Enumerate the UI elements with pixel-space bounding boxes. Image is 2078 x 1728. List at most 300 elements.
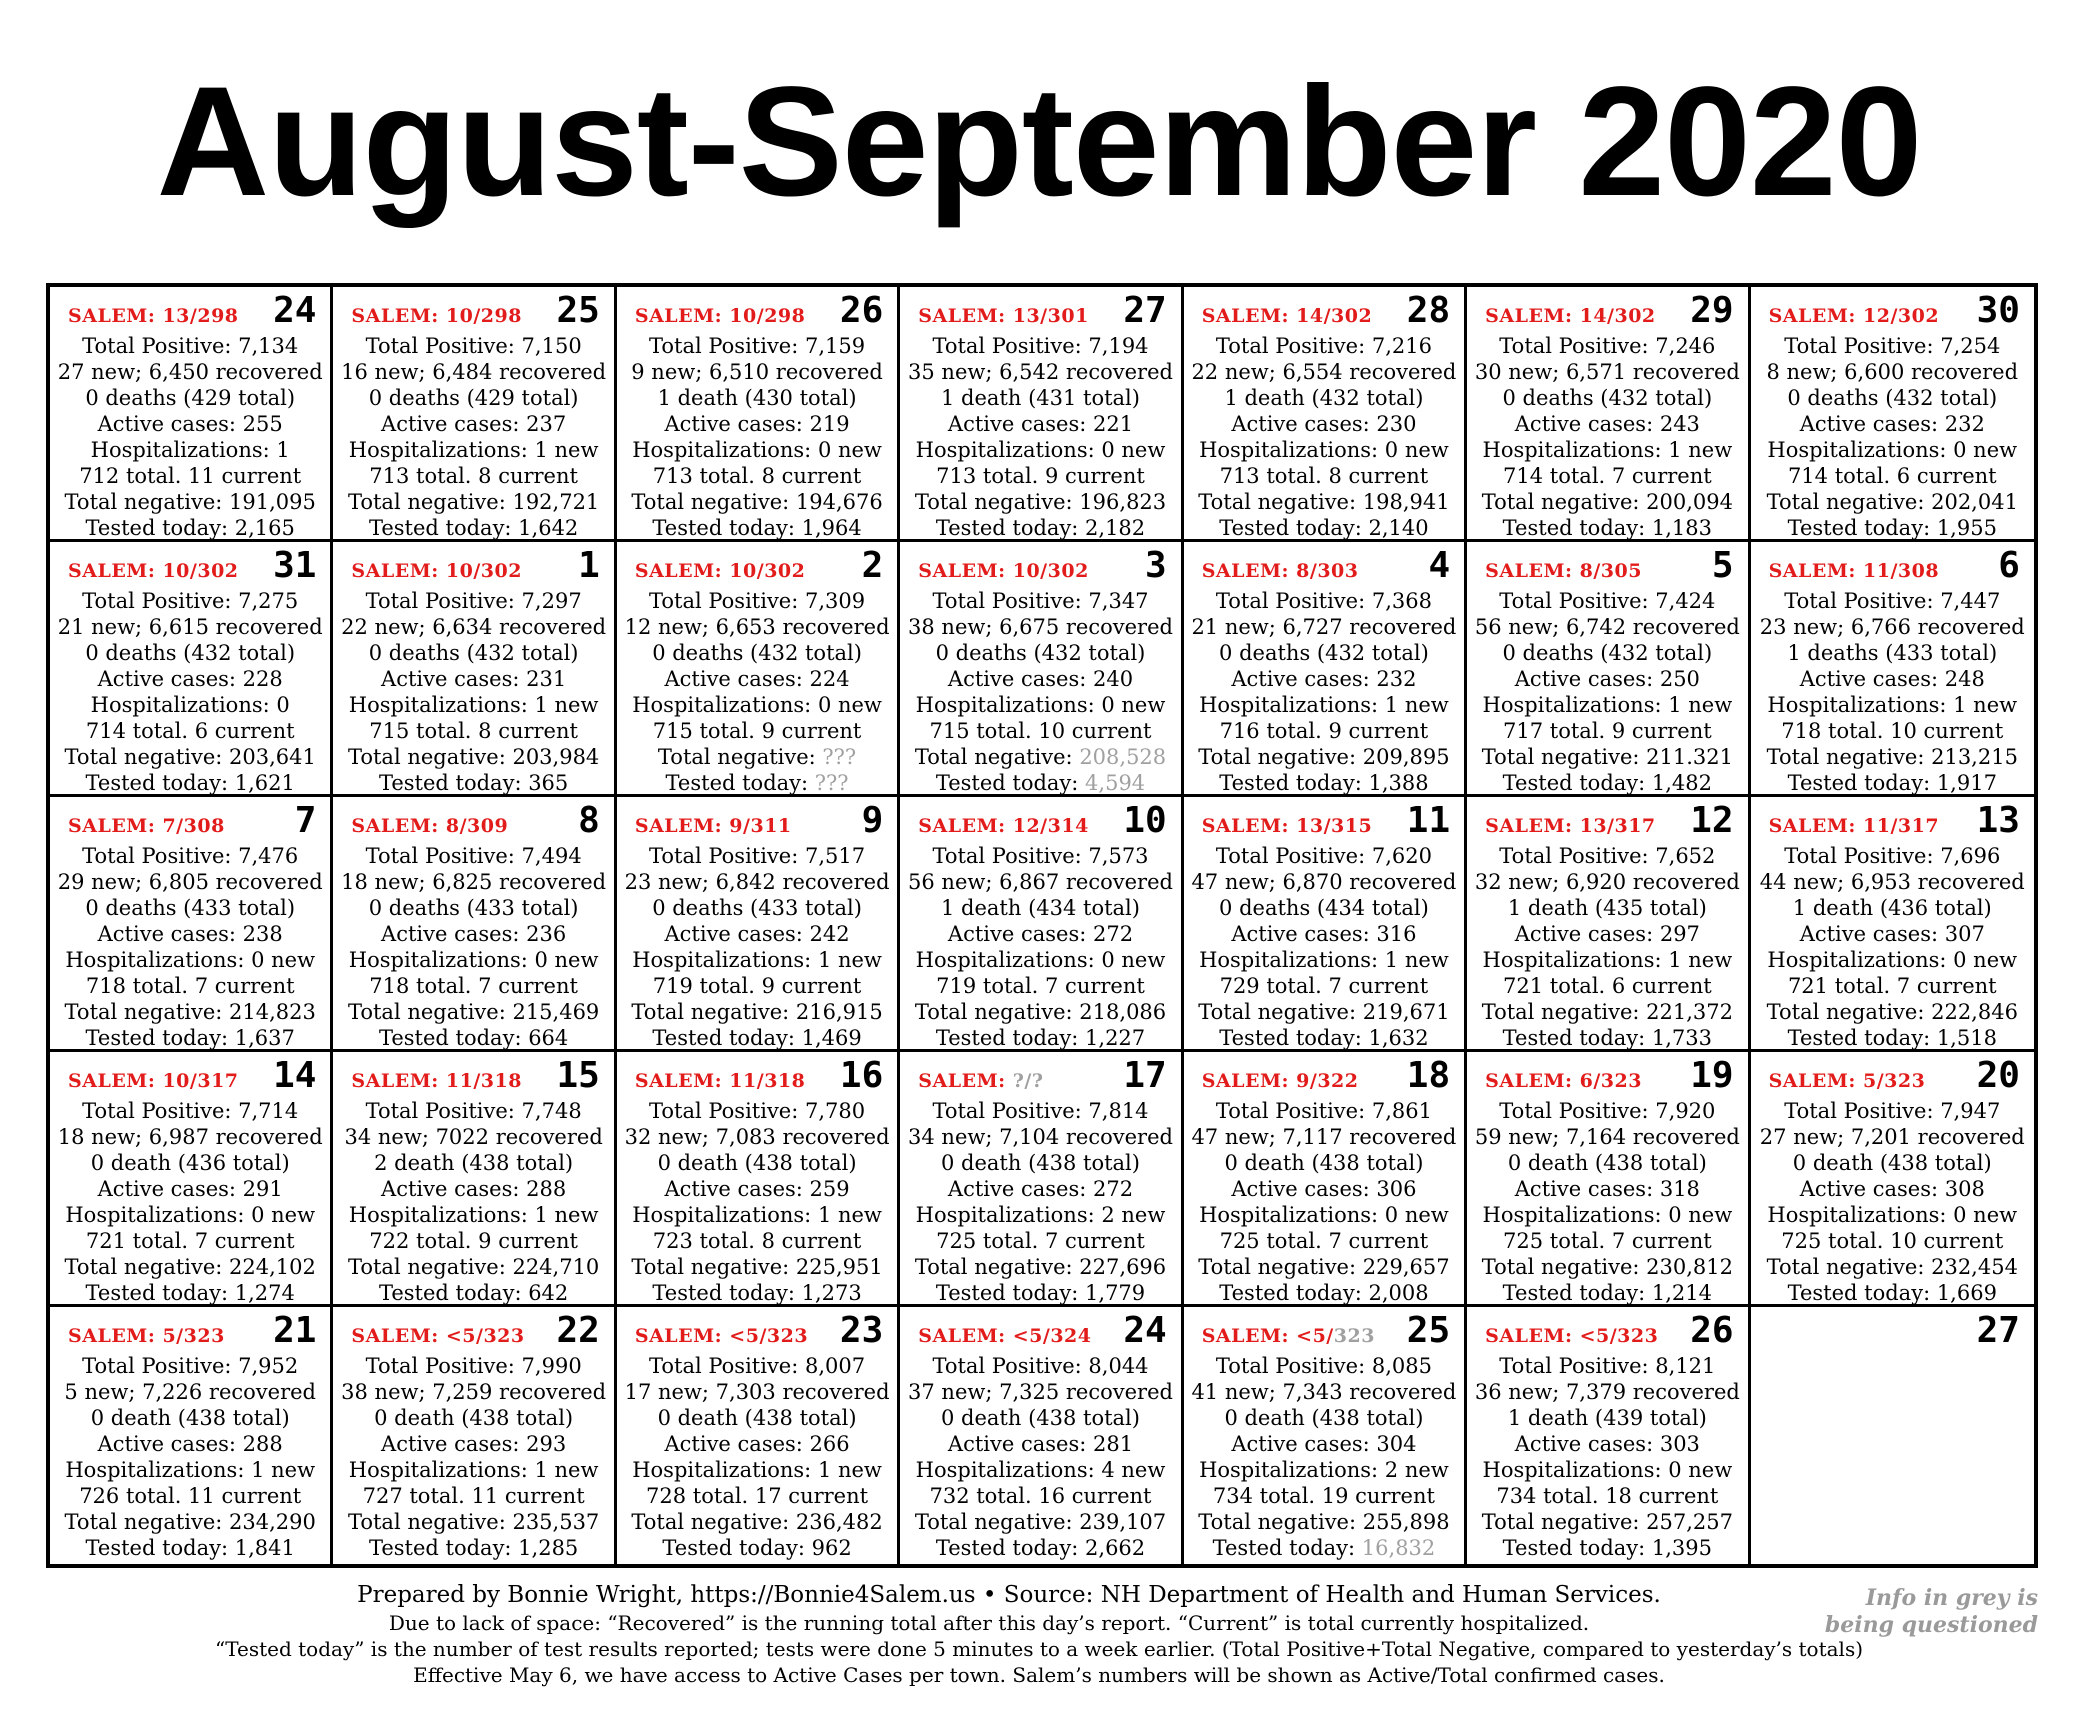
stat-line: 732 total. 16 current xyxy=(929,1484,1152,1508)
stat-line: 717 total. 9 current xyxy=(1503,719,1712,743)
questioned-value: 323 xyxy=(1333,1325,1375,1347)
day-cell xyxy=(1184,287,1467,542)
stat-line: 16 new; 6,484 recovered xyxy=(341,360,607,384)
stat-line: Total negative: 192,721 xyxy=(347,490,600,514)
stat-line: Tested today: 1,669 xyxy=(1787,1281,1997,1305)
stat-line: 5 new; 7,226 recovered xyxy=(64,1380,316,1404)
stat-line: 23 new; 6,766 recovered xyxy=(1759,615,2025,639)
page-title: August-September 2020 xyxy=(156,55,1922,229)
day-number: 28 xyxy=(1406,290,1451,331)
day-number: 22 xyxy=(556,1310,600,1351)
stat-line: 718 total. 7 current xyxy=(85,974,295,998)
day-stats xyxy=(1467,1353,1747,1561)
stat-line: Total negative: 229,657 xyxy=(1198,1255,1450,1279)
salem-count: SALEM: 10/302 xyxy=(351,560,522,582)
day-cell-header xyxy=(617,287,897,333)
salem-count: SALEM: 13/315 xyxy=(1201,815,1373,837)
day-stats xyxy=(900,333,1180,541)
stat-line: Total negative: 230,812 xyxy=(1481,1255,1734,1279)
stat-line: Tested today: 2,165 xyxy=(85,516,295,540)
salem-count: SALEM: 11/308 xyxy=(1768,560,1940,582)
stat-line: 27 new; 7,201 recovered xyxy=(1759,1125,2025,1149)
stat-line: Total negative: 255,898 xyxy=(1198,1510,1450,1534)
day-cell xyxy=(1184,1052,1467,1307)
day-number: 25 xyxy=(1406,1310,1451,1351)
stat-line: Hospitalizations: 1 new xyxy=(1199,693,1449,717)
stat-line: Total negative: 203,641 xyxy=(64,745,316,769)
salem-count: SALEM: 13/298 xyxy=(68,305,239,327)
day-cell-header xyxy=(900,797,1180,843)
day-number: 11 xyxy=(1406,800,1451,841)
stat-line: Tested today: 4,594 xyxy=(935,771,1146,795)
day-stats xyxy=(50,588,330,796)
stat-line: 719 total. 7 current xyxy=(936,974,1145,998)
salem-count: SALEM: 5/323 xyxy=(1768,1070,1926,1092)
day-cell xyxy=(900,542,1183,797)
grey-info-note-line2: being questioned xyxy=(1824,1612,2038,1638)
day-cell-header xyxy=(50,797,330,843)
stat-line: 56 new; 6,742 recovered xyxy=(1474,615,1740,639)
salem-count: SALEM: 10/302 xyxy=(68,560,239,582)
stat-line: Hospitalizations: 0 new xyxy=(1482,1458,1733,1482)
stat-line: Total negative: 202,041 xyxy=(1766,490,2018,514)
stat-line: Total Positive: 7,748 xyxy=(365,1099,582,1123)
calendar-grid xyxy=(46,283,2038,1568)
stat-line: 721 total. 7 current xyxy=(85,1229,295,1253)
stat-line: Active cases: 306 xyxy=(1231,1177,1417,1201)
stat-line: Active cases: 228 xyxy=(97,667,283,691)
day-cell-header xyxy=(50,1052,330,1098)
stat-line: Total Positive: 7,159 xyxy=(649,334,866,358)
stat-line: 44 new; 6,953 recovered xyxy=(1759,870,2025,894)
stat-line: Active cases: 281 xyxy=(947,1432,1134,1456)
grey-info-note-line1: Info in grey is xyxy=(1865,1585,2038,1611)
stat-line: 1 deaths (433 total) xyxy=(1787,641,1998,665)
stat-line: Active cases: 240 xyxy=(947,667,1134,691)
day-cell xyxy=(333,287,616,542)
salem-count: SALEM: <5/323 xyxy=(1485,1325,1659,1347)
stat-line: Total negative: 200,094 xyxy=(1481,490,1734,514)
day-number: 24 xyxy=(273,290,317,331)
stat-line: Tested today: 1,632 xyxy=(1219,1026,1429,1050)
day-cell xyxy=(900,1052,1183,1307)
day-stats xyxy=(50,333,330,541)
stat-line: Active cases: 316 xyxy=(1231,922,1417,946)
stat-line: 0 death (438 total) xyxy=(1224,1151,1424,1175)
stat-line: 1 death (432 total) xyxy=(1224,386,1424,410)
stat-line: Total negative: 236,482 xyxy=(631,1510,883,1534)
stat-line: 0 deaths (429 total) xyxy=(368,386,579,410)
stat-line: 715 total. 10 current xyxy=(929,719,1152,743)
stat-line: 9 new; 6,510 recovered xyxy=(631,360,883,384)
day-number: 3 xyxy=(1145,545,1167,586)
stat-line: Total negative: 224,102 xyxy=(64,1255,316,1279)
stat-line: Tested today: 1,285 xyxy=(368,1536,579,1560)
day-cell xyxy=(900,287,1183,542)
stat-line: Total Positive: 7,952 xyxy=(82,1354,299,1378)
day-number: 17 xyxy=(1123,1055,1167,1096)
day-stats xyxy=(1751,1098,2034,1306)
stat-line: Tested today: 1,955 xyxy=(1787,516,1997,540)
day-stats xyxy=(900,843,1180,1051)
stat-line: 22 new; 6,554 recovered xyxy=(1191,360,1457,384)
stat-line: Total negative: 234,290 xyxy=(64,1510,316,1534)
stat-line: Total Positive: 7,194 xyxy=(932,334,1149,358)
day-cell xyxy=(617,542,900,797)
stat-line: Tested today: 1,518 xyxy=(1787,1026,1997,1050)
stat-line: Active cases: 248 xyxy=(1799,667,1985,691)
stat-line: Active cases: 250 xyxy=(1514,667,1700,691)
day-cell xyxy=(617,797,900,1052)
day-cell xyxy=(900,797,1183,1052)
salem-count: SALEM: 5/323 xyxy=(68,1325,225,1347)
day-cell xyxy=(50,797,333,1052)
stat-line: 37 new; 7,325 recovered xyxy=(908,1380,1173,1404)
questioned-value: ??? xyxy=(822,745,857,769)
stat-line: Total negative: 215,469 xyxy=(347,1000,600,1024)
day-number: 13 xyxy=(1976,800,2020,841)
day-stats xyxy=(1751,588,2034,796)
day-number: 26 xyxy=(1690,1310,1734,1351)
salem-count: SALEM: ?/? xyxy=(918,1070,1044,1092)
day-stats xyxy=(617,588,897,796)
stat-line: Tested today: 1,273 xyxy=(652,1281,862,1305)
stat-line: Hospitalizations: 0 xyxy=(90,693,290,717)
stat-line: Hospitalizations: 0 new xyxy=(65,948,316,972)
stat-line: 0 deaths (429 total) xyxy=(85,386,296,410)
day-cell xyxy=(50,542,333,797)
stat-line: Total negative: 211.321 xyxy=(1481,745,1734,769)
stat-line: Tested today: 1,621 xyxy=(85,771,295,795)
stat-line: Hospitalizations: 1 new xyxy=(632,1458,882,1482)
stat-line: 12 new; 6,653 recovered xyxy=(624,615,890,639)
stat-line: Hospitalizations: 0 new xyxy=(1199,1203,1449,1227)
day-number: 29 xyxy=(1690,290,1734,331)
day-cell-header xyxy=(1467,287,1747,333)
stat-line: Hospitalizations: 0 new xyxy=(1199,438,1449,462)
day-stats xyxy=(900,1353,1180,1561)
salem-count: SALEM: 10/298 xyxy=(351,305,522,327)
stat-line: 725 total. 7 current xyxy=(1503,1229,1712,1253)
day-cell xyxy=(900,1307,1183,1564)
stat-line: Total negative: 203,984 xyxy=(347,745,600,769)
day-stats xyxy=(1467,588,1747,796)
stat-line: Active cases: 303 xyxy=(1514,1432,1700,1456)
stat-line: Tested today: 1,388 xyxy=(1219,771,1429,795)
stat-line: Total negative: 227,696 xyxy=(914,1255,1167,1279)
stat-line: 2 death (438 total) xyxy=(374,1151,574,1175)
day-cell xyxy=(333,1052,616,1307)
day-number: 14 xyxy=(273,1055,317,1096)
day-cell-header xyxy=(1467,1052,1747,1098)
stat-line: Hospitalizations: 1 new xyxy=(1482,693,1733,717)
day-cell-header xyxy=(1751,1052,2034,1098)
day-stats xyxy=(617,843,897,1051)
stat-line: 725 total. 10 current xyxy=(1781,1229,2004,1253)
day-number: 1 xyxy=(578,545,600,586)
day-cell xyxy=(333,797,616,1052)
stat-line: 38 new; 7,259 recovered xyxy=(341,1380,607,1404)
stat-line: Active cases: 242 xyxy=(664,922,850,946)
stat-line: Hospitalizations: 0 new xyxy=(65,1203,316,1227)
stat-line: Hospitalizations: 1 new xyxy=(632,1203,882,1227)
day-cell-header xyxy=(617,1307,897,1353)
stat-line: Total Positive: 7,990 xyxy=(365,1354,582,1378)
stat-line: Hospitalizations: 0 new xyxy=(1482,1203,1733,1227)
stat-line: Hospitalizations: 1 new xyxy=(348,1203,599,1227)
stat-line: 0 deaths (433 total) xyxy=(368,896,579,920)
day-number: 2 xyxy=(861,545,884,586)
stat-line: Total Positive: 8,121 xyxy=(1499,1354,1716,1378)
stat-line: 17 new; 7,303 recovered xyxy=(624,1380,890,1404)
stat-line: Total Positive: 7,714 xyxy=(82,1099,299,1123)
stat-line: Total negative: 221,372 xyxy=(1481,1000,1734,1024)
stat-line: 0 deaths (432 total) xyxy=(935,641,1146,665)
stat-line: 0 deaths (432 total) xyxy=(1502,386,1713,410)
day-cell xyxy=(333,1307,616,1564)
stat-line: 21 new; 6,727 recovered xyxy=(1191,615,1457,639)
day-stats xyxy=(1184,1098,1464,1306)
stat-line: Hospitalizations: 0 new xyxy=(915,693,1166,717)
day-cell-header xyxy=(333,1052,613,1098)
day-cell xyxy=(617,1052,900,1307)
stat-line: Hospitalizations: 0 new xyxy=(915,438,1166,462)
stat-line: Tested today: 365 xyxy=(378,771,569,795)
stat-line: Tested today: 2,182 xyxy=(935,516,1146,540)
day-stats xyxy=(1184,588,1464,796)
stat-line: 34 new; 7,104 recovered xyxy=(908,1125,1173,1149)
stat-line: 47 new; 7,117 recovered xyxy=(1191,1125,1457,1149)
stat-line: 716 total. 9 current xyxy=(1219,719,1429,743)
stat-line: Tested today: 2,662 xyxy=(935,1536,1146,1560)
stat-line: 0 deaths (433 total) xyxy=(652,896,862,920)
stat-line: Total negative: 194,676 xyxy=(631,490,883,514)
stat-line: Hospitalizations: 0 new xyxy=(1767,438,2018,462)
salem-count: SALEM: 12/314 xyxy=(918,815,1089,837)
stat-line: 29 new; 6,805 recovered xyxy=(57,870,323,894)
stat-line: 721 total. 7 current xyxy=(1787,974,1997,998)
stat-line: Total negative: 232,454 xyxy=(1766,1255,2018,1279)
salem-count: SALEM: 11/317 xyxy=(1768,815,1940,837)
stat-line: 0 death (438 total) xyxy=(941,1151,1140,1175)
day-cell-header xyxy=(900,1307,1180,1353)
stat-line: 0 deaths (432 total) xyxy=(1787,386,1998,410)
day-cell-header xyxy=(900,287,1180,333)
stat-line: Active cases: 237 xyxy=(381,412,567,436)
stat-line: 18 new; 6,825 recovered xyxy=(341,870,607,894)
questioned-value: 208,528 xyxy=(1079,745,1167,769)
stat-line: 718 total. 10 current xyxy=(1781,719,2004,743)
day-cell xyxy=(1184,1307,1467,1564)
questioned-value: ?/? xyxy=(1012,1070,1044,1092)
day-cell-header xyxy=(1184,1052,1464,1098)
day-stats xyxy=(50,1353,330,1561)
stat-line: Tested today: 1,274 xyxy=(85,1281,295,1305)
stat-line: Tested today: 1,779 xyxy=(935,1281,1146,1305)
stat-line: Total negative: 235,537 xyxy=(347,1510,600,1534)
stat-line: 721 total. 6 current xyxy=(1503,974,1712,998)
stat-line: Tested today: 1,227 xyxy=(935,1026,1146,1050)
stat-line: Active cases: 272 xyxy=(947,922,1134,946)
stat-line: 713 total. 8 current xyxy=(1219,464,1429,488)
stat-line: Active cases: 307 xyxy=(1799,922,1985,946)
day-cell-header xyxy=(50,287,330,333)
stat-line: 725 total. 7 current xyxy=(1219,1229,1429,1253)
stat-line: Total negative: 224,710 xyxy=(347,1255,600,1279)
stat-line: Total Positive: 7,275 xyxy=(82,589,299,613)
stat-line: Active cases: 219 xyxy=(664,412,850,436)
stat-line: Active cases: 318 xyxy=(1514,1177,1700,1201)
stat-line: Total negative: 213,215 xyxy=(1766,745,2018,769)
salem-count: SALEM: 13/301 xyxy=(918,305,1089,327)
day-stats xyxy=(1184,333,1464,541)
stat-line: 713 total. 8 current xyxy=(652,464,862,488)
stat-line: 32 new; 7,083 recovered xyxy=(624,1125,890,1149)
day-cell xyxy=(1467,1052,1750,1307)
stat-line: 729 total. 7 current xyxy=(1219,974,1429,998)
day-cell-header xyxy=(1184,1307,1464,1353)
day-cell xyxy=(333,542,616,797)
salem-count: SALEM: 10/298 xyxy=(634,305,806,327)
stat-line: Tested today: ??? xyxy=(665,771,849,795)
salem-count: SALEM: 6/323 xyxy=(1485,1070,1642,1092)
stat-line: 8 new; 6,600 recovered xyxy=(1766,360,2019,384)
stat-line: Total negative: 214,823 xyxy=(64,1000,316,1024)
stat-line: Active cases: 221 xyxy=(947,412,1134,436)
stat-line: Total Positive: 7,861 xyxy=(1215,1099,1432,1123)
stat-line: Total Positive: 7,696 xyxy=(1784,844,2001,868)
salem-count: SALEM: 14/302 xyxy=(1201,305,1373,327)
stat-line: Active cases: 288 xyxy=(97,1432,283,1456)
stat-line: Total Positive: 7,347 xyxy=(932,589,1149,613)
salem-count: SALEM: <5/323 xyxy=(1201,1325,1375,1347)
stat-line: Tested today: 1,395 xyxy=(1502,1536,1713,1560)
day-number: 7 xyxy=(294,800,317,841)
salem-count: SALEM: 11/318 xyxy=(634,1070,806,1092)
stat-line: Total Positive: 8,044 xyxy=(932,1354,1149,1378)
day-number: 19 xyxy=(1690,1055,1734,1096)
day-number: 27 xyxy=(1123,290,1167,331)
day-cell-header xyxy=(1184,287,1464,333)
stat-line: Hospitalizations: 1 new xyxy=(348,438,599,462)
stat-line: 38 new; 6,675 recovered xyxy=(908,615,1173,639)
stat-line: Tested today: 1,637 xyxy=(85,1026,295,1050)
stat-line: 726 total. 11 current xyxy=(79,1484,302,1508)
stat-line: Tested today: 1,214 xyxy=(1502,1281,1713,1305)
stat-line: Total Positive: 7,573 xyxy=(932,844,1149,868)
salem-count: SALEM: 10/317 xyxy=(68,1070,239,1092)
salem-count: SALEM: <5/324 xyxy=(918,1325,1092,1347)
stat-line: Total negative: 225,951 xyxy=(631,1255,883,1279)
footer xyxy=(0,1580,2078,1688)
stat-line: Hospitalizations: 1 new xyxy=(65,1458,316,1482)
stat-line: Active cases: 231 xyxy=(381,667,567,691)
stat-line: Tested today: 1,183 xyxy=(1502,516,1713,540)
day-cell xyxy=(50,1052,333,1307)
stat-line: 0 deaths (434 total) xyxy=(1219,896,1429,920)
day-cell-header xyxy=(1751,797,2034,843)
stat-line: Hospitalizations: 0 new xyxy=(632,438,882,462)
stat-line: Active cases: 259 xyxy=(664,1177,850,1201)
stat-line: Hospitalizations: 1 new xyxy=(348,1458,599,1482)
day-cell-header xyxy=(1751,542,2034,588)
day-cell-header xyxy=(900,1052,1180,1098)
stat-line: Total Positive: 7,216 xyxy=(1215,334,1432,358)
stat-line: Total negative: 209,895 xyxy=(1198,745,1450,769)
stat-line: Tested today: 642 xyxy=(378,1281,569,1305)
day-stats xyxy=(333,1098,613,1306)
stat-line: 0 deaths (432 total) xyxy=(1219,641,1429,665)
stat-line: 0 death (438 total) xyxy=(1224,1406,1424,1430)
day-cell-header xyxy=(333,542,613,588)
salem-count: SALEM: 13/317 xyxy=(1485,815,1656,837)
stat-line: Total Positive: 7,424 xyxy=(1499,589,1716,613)
day-number: 5 xyxy=(1711,545,1734,586)
stat-line: Total Positive: 7,652 xyxy=(1499,844,1716,868)
stat-line: Hospitalizations: 1 xyxy=(90,438,290,462)
stat-line: Active cases: 232 xyxy=(1231,667,1417,691)
day-number: 8 xyxy=(578,800,600,841)
stat-line: Tested today: 1,841 xyxy=(85,1536,295,1560)
stat-line: Total negative: 198,941 xyxy=(1198,490,1450,514)
day-cell-header xyxy=(50,1307,330,1353)
salem-count: SALEM: 7/308 xyxy=(68,815,225,837)
stat-line: 1 death (435 total) xyxy=(1507,896,1707,920)
stat-line: 18 new; 6,987 recovered xyxy=(57,1125,323,1149)
salem-count: SALEM: 9/311 xyxy=(634,815,792,837)
day-number: 16 xyxy=(839,1055,884,1096)
day-cell xyxy=(1184,542,1467,797)
salem-count: SALEM: 12/302 xyxy=(1768,305,1940,327)
salem-count: SALEM: 10/302 xyxy=(634,560,806,582)
stat-line: 714 total. 6 current xyxy=(1787,464,1997,488)
stat-line: Total Positive: 7,517 xyxy=(649,844,866,868)
day-cell xyxy=(1467,542,1750,797)
stat-line: Total Positive: 7,494 xyxy=(365,844,582,868)
questioned-value: ??? xyxy=(814,771,849,795)
day-number: 26 xyxy=(839,290,884,331)
stat-line: 714 total. 7 current xyxy=(1503,464,1712,488)
stat-line: 1 death (439 total) xyxy=(1507,1406,1707,1430)
stat-line: Hospitalizations: 4 new xyxy=(915,1458,1166,1482)
stat-line: 34 new; 7022 recovered xyxy=(344,1125,603,1149)
day-number: 31 xyxy=(273,545,317,586)
stat-line: 36 new; 7,379 recovered xyxy=(1474,1380,1740,1404)
stat-line: Tested today: 1,733 xyxy=(1502,1026,1713,1050)
stat-line: 712 total. 11 current xyxy=(79,464,302,488)
stat-line: Hospitalizations: 1 new xyxy=(632,948,882,972)
salem-count: SALEM: 10/302 xyxy=(918,560,1089,582)
stat-line: Active cases: 232 xyxy=(1799,412,1985,436)
stat-line: 35 new; 6,542 recovered xyxy=(908,360,1173,384)
day-number: 12 xyxy=(1690,800,1734,841)
stat-line: Active cases: 293 xyxy=(381,1432,567,1456)
day-cell xyxy=(1751,287,2034,542)
day-number: 6 xyxy=(1998,545,2020,586)
stat-line: Hospitalizations: 0 new xyxy=(348,948,599,972)
stat-line: Active cases: 266 xyxy=(664,1432,850,1456)
day-cell xyxy=(617,1307,900,1564)
stat-line: 21 new; 6,615 recovered xyxy=(57,615,323,639)
day-number: 20 xyxy=(1976,1055,2020,1096)
stat-line: 725 total. 7 current xyxy=(936,1229,1145,1253)
day-cell-header xyxy=(617,797,897,843)
day-number: 27 xyxy=(1976,1310,2020,1351)
stat-line: Tested today: 1,469 xyxy=(652,1026,862,1050)
stat-line: 719 total. 9 current xyxy=(652,974,862,998)
stat-line: Total Positive: 7,368 xyxy=(1215,589,1432,613)
stat-line: 41 new; 7,343 recovered xyxy=(1191,1380,1457,1404)
